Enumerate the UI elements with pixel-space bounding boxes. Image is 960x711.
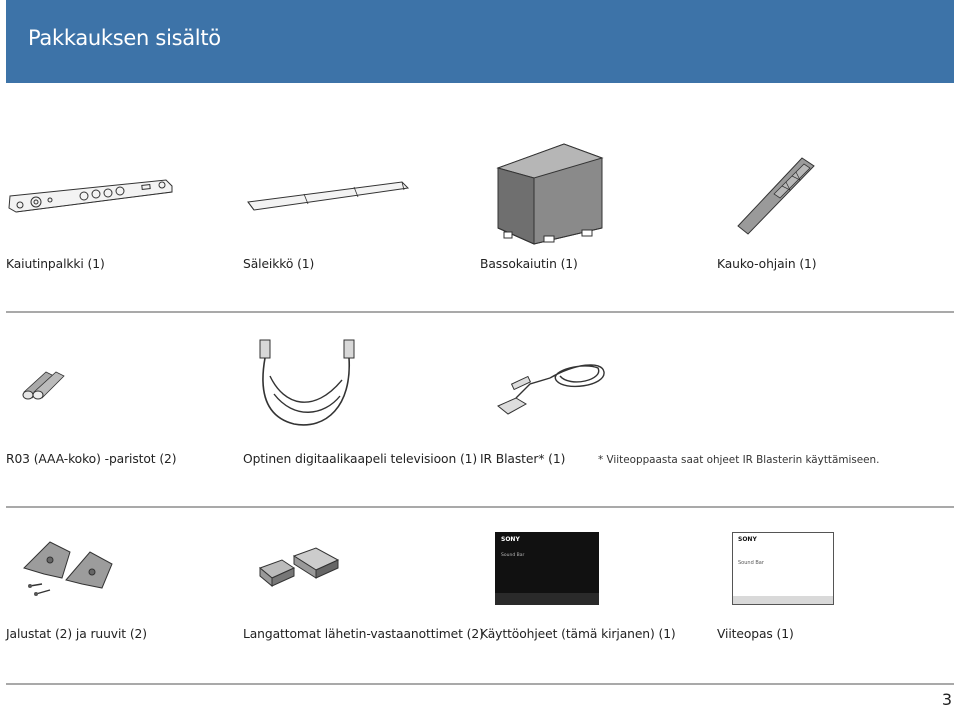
cover-product: Sound Bar	[501, 553, 525, 558]
soundbar-icon	[6, 178, 174, 218]
reference-guide-icon	[732, 532, 834, 605]
optical-cable-icon	[254, 336, 364, 436]
item-caption: Säleikkö (1)	[243, 257, 315, 271]
remote-control-icon	[734, 154, 818, 236]
item-caption: Optinen digitaalikaapeli televisioon (1)	[243, 452, 478, 466]
item-caption: R03 (AAA-koko) -paristot (2)	[6, 452, 177, 466]
item-caption: Jalustat (2) ja ruuvit (2)	[6, 627, 147, 641]
item-caption: Käyttöohjeet (tämä kirjanen) (1)	[480, 627, 676, 641]
section-divider	[6, 311, 954, 313]
operating-instructions-icon	[495, 532, 599, 605]
batteries-icon	[20, 366, 70, 400]
ir-blaster-icon	[494, 358, 606, 424]
item-caption: Kaiutinpalkki (1)	[6, 257, 105, 271]
subwoofer-icon	[494, 140, 606, 246]
cover-brand: SONY	[501, 536, 520, 543]
page-header	[6, 0, 954, 83]
section-divider	[6, 506, 954, 508]
stands-screws-icon	[22, 538, 114, 598]
ir-blaster-footnote: * Viiteoppaasta saat ohjeet IR Blasterin käyttämiseen.	[598, 454, 880, 466]
grille-icon	[244, 178, 412, 216]
cover-brand: SONY	[738, 536, 757, 543]
cover-product: Sound Bar	[738, 560, 764, 566]
item-caption: Bassokaiutin (1)	[480, 257, 578, 271]
item-caption: Kauko-ohjain (1)	[717, 257, 817, 271]
page-number: 3	[941, 690, 952, 709]
section-divider	[6, 683, 954, 685]
page-title: Pakkauksen sisältö	[28, 26, 221, 50]
item-caption: Viiteopas (1)	[717, 627, 794, 641]
wireless-transceivers-icon	[258, 546, 342, 590]
item-caption: Langattomat lähetin-vastaanottimet (2)	[243, 627, 484, 641]
item-caption: IR Blaster* (1)	[480, 452, 566, 466]
cover-strip	[495, 593, 599, 605]
cover-strip	[733, 596, 833, 604]
